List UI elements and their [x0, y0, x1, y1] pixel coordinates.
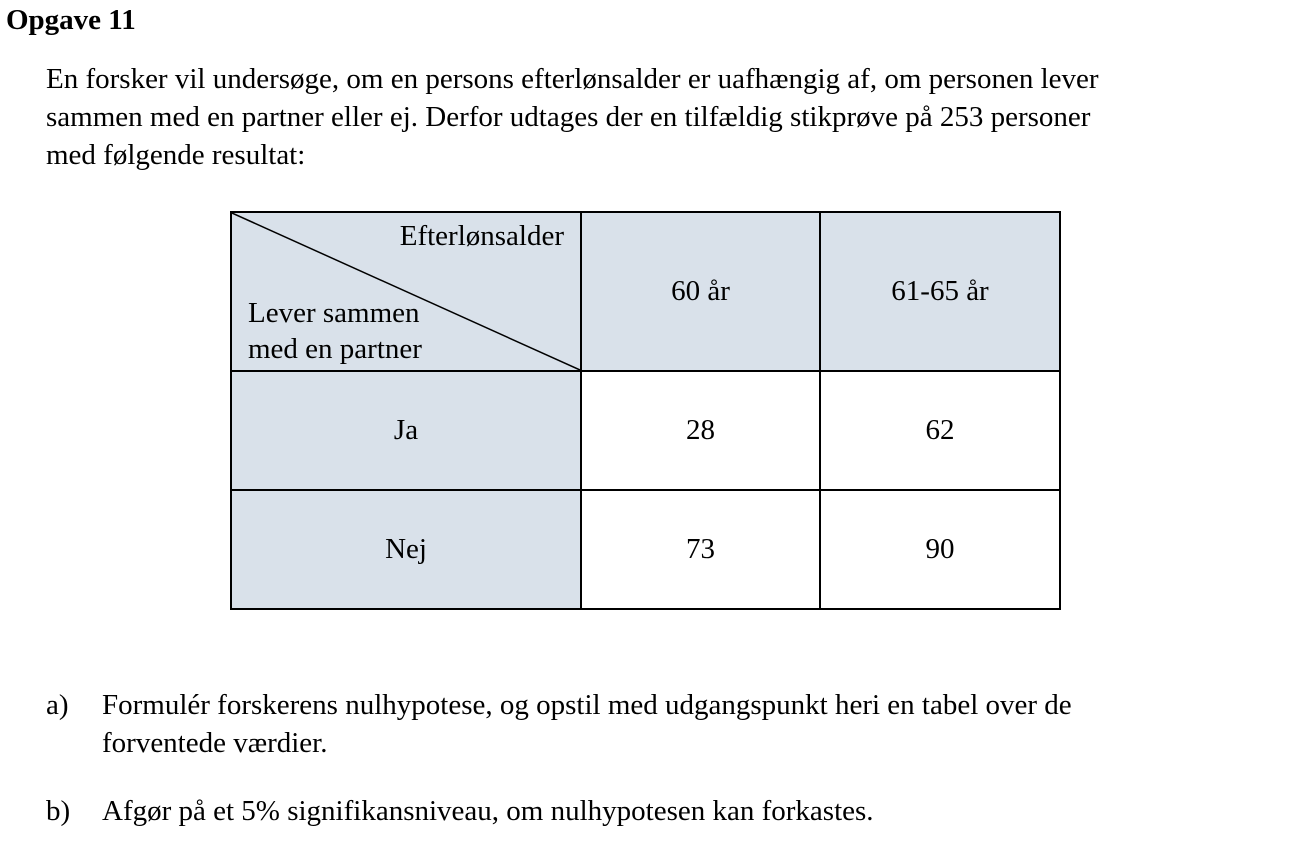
question-label: a) — [46, 689, 69, 721]
row-variable-label — [248, 295, 422, 367]
intro-line: sammen med en partner eller ej. Derfor udtages der en tilfældig stikprøve på 253 personer — [46, 101, 1091, 133]
column-variable-label: Efterlønsalder — [399, 220, 564, 252]
column-header: 60 år — [581, 212, 820, 371]
table-row — [231, 490, 1060, 609]
question-line: forventede værdier. — [102, 727, 328, 759]
corner-cell — [231, 212, 581, 371]
exercise-title: Opgave 11 — [6, 4, 136, 36]
question-label: b) — [46, 795, 71, 827]
table-cell: 62 — [820, 371, 1060, 490]
row-header: Ja — [231, 371, 581, 490]
question-text — [102, 792, 1286, 830]
contingency-table — [230, 211, 1059, 605]
table-cell: 90 — [820, 490, 1060, 609]
column-header: 61-65 år — [820, 212, 1060, 371]
row-variable-line: med en partner — [248, 333, 422, 365]
question-list — [46, 686, 1286, 860]
question-line: Afgør på et 5% signifikansniveau, om nulhypotesen kan forkastes. — [102, 795, 874, 827]
exercise-intro — [46, 60, 1286, 174]
question-item — [46, 686, 1286, 762]
question-line: Formulér forskerens nulhypotese, og opstil med udgangspunkt heri en tabel over de — [102, 689, 1072, 721]
row-variable-line: Lever sammen — [248, 297, 420, 329]
table-cell: 28 — [581, 371, 820, 490]
table-cell: 73 — [581, 490, 820, 609]
table-row — [231, 371, 1060, 490]
intro-line: En forsker vil undersøge, om en persons efterlønsalder er uafhængig af, om personen lever — [46, 63, 1099, 95]
question-item — [46, 792, 1286, 830]
intro-line: med følgende resultat: — [46, 139, 306, 171]
row-header: Nej — [231, 490, 581, 609]
question-text — [102, 686, 1286, 762]
